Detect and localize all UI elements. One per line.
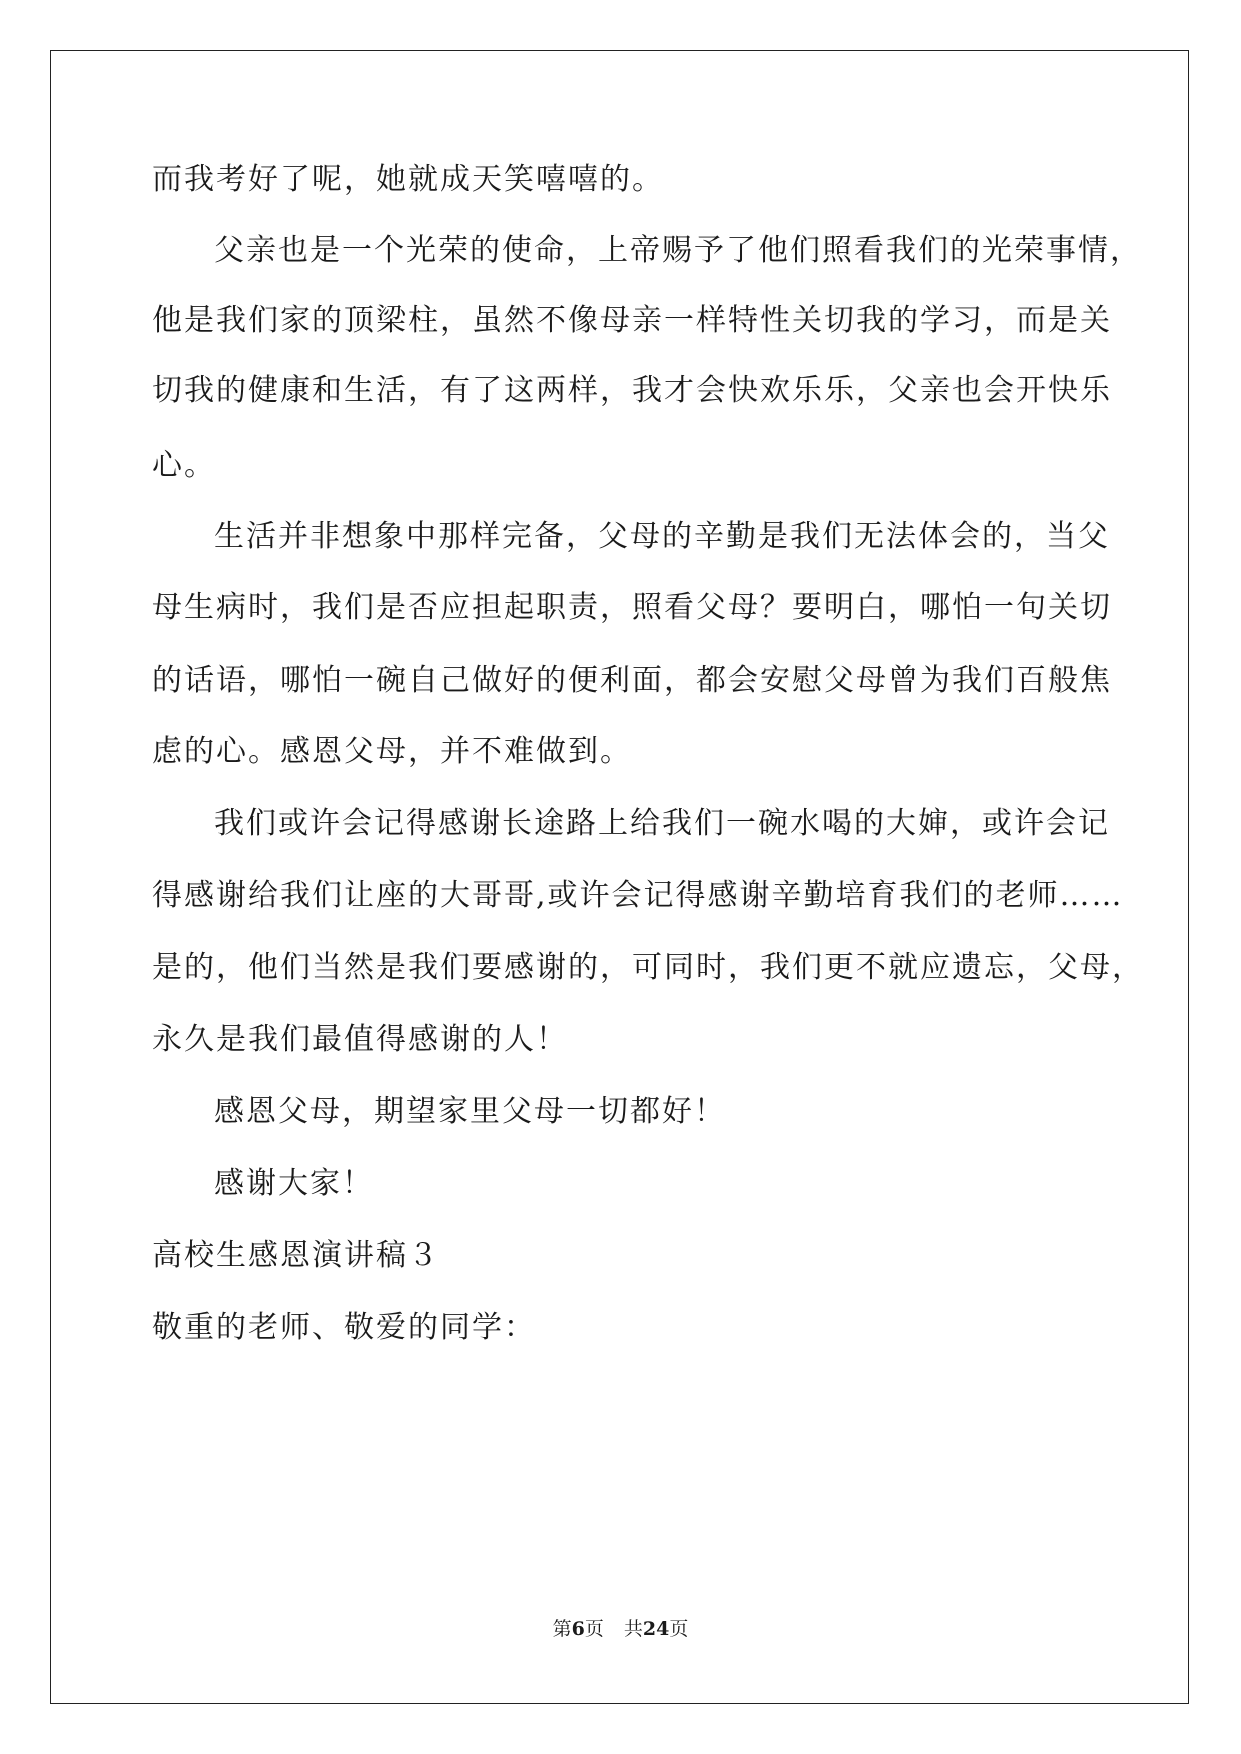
text-line: 虑的心。感恩父母，并不难做到。 <box>152 734 632 769</box>
paragraph-start: 父亲也是一个光荣的使命，上帝赐予了他们照看我们的光荣事情， <box>214 233 1142 268</box>
salutation: 敬重的老师、敬爱的同学： <box>152 1310 536 1345</box>
paragraph-start: 感谢大家！ <box>214 1166 374 1201</box>
total-prefix: 共 <box>623 1618 643 1640</box>
total-pages: 24 <box>642 1618 670 1640</box>
page-unit: 页 <box>584 1618 604 1640</box>
text-line: 母生病时，我们是否应担起职责，照看父母？要明白，哪怕一句关切 <box>152 590 1112 625</box>
text-line: 是的，他们当然是我们要感谢的，可同时，我们更不就应遗忘，父母， <box>152 950 1144 985</box>
total-unit: 页 <box>669 1618 689 1640</box>
text-line: 得感谢给我们让座的大哥哥,或许会记得感谢辛勤培育我们的老师…… <box>152 878 1124 913</box>
text-line: 心。 <box>152 448 216 483</box>
page-number: 6 <box>571 1618 585 1640</box>
section-heading: 高校生感恩演讲稿３ <box>152 1238 440 1273</box>
paragraph-start: 我们或许会记得感谢长途路上给我们一碗水喝的大婶，或许会记 <box>214 806 1110 841</box>
text-line: 而我考好了呢，她就成天笑嘻嘻的。 <box>152 162 664 197</box>
page-footer <box>0 1617 1241 1641</box>
text-line: 的话语，哪怕一碗自己做好的便利面，都会安慰父母曾为我们百般焦 <box>152 663 1112 698</box>
paragraph-start: 生活并非想象中那样完备，父母的辛勤是我们无法体会的，当父 <box>214 519 1110 554</box>
text-line: 切我的健康和生活，有了这两样，我才会快欢乐乐，父亲也会开快乐 <box>152 373 1112 408</box>
paragraph-start: 感恩父母，期望家里父母一切都好！ <box>214 1094 726 1129</box>
page-prefix: 第 <box>552 1618 572 1640</box>
text-line: 他是我们家的顶梁柱，虽然不像母亲一样特性关切我的学习，而是关 <box>152 303 1112 338</box>
text-line: 永久是我们最值得感谢的人！ <box>152 1022 568 1057</box>
